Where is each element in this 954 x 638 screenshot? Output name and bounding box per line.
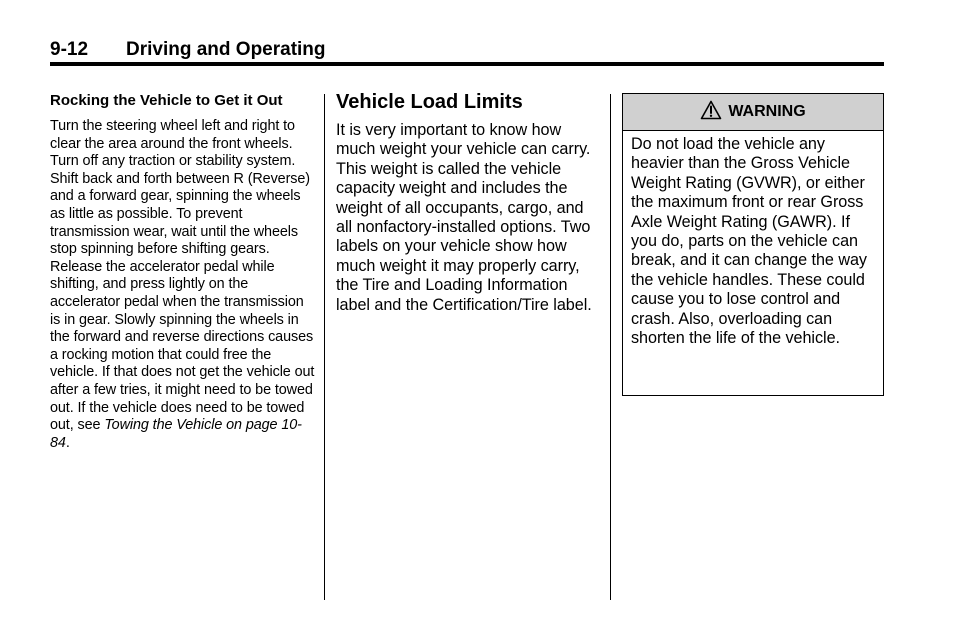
warning-box xyxy=(622,93,884,396)
load-limits-body: It is very important to know how much weight your vehicle can carry. This weight is called the vehicle capacity weight and includes the weight of all occupants, cargo, and all nonfactory-installed options. Two labels on your vehicle show how much weight it may properly carry, the Tire and Loading Information label and the Certification/Tire label. xyxy=(336,121,592,314)
warning-triangle-icon xyxy=(700,100,722,120)
rocking-end-punctuation: . xyxy=(65,434,70,451)
header-rule xyxy=(50,62,884,66)
warning-bar xyxy=(623,94,883,131)
rocking-subheading: Rocking the Vehicle to Get it Out xyxy=(50,92,283,109)
section-title: Driving and Operating xyxy=(126,39,326,60)
page-number: 9-12 xyxy=(50,39,89,60)
warning-label: WARNING xyxy=(728,103,806,120)
warning-body: Do not load the vehicle any heavier than the Gross Vehicle Weight Rating (GVWR), or either the maximum front or rear Gross Axle Weight Rating (GAWR). If you do, parts on the vehicle can break, and it can change the way the vehicle handles. These could cause you to lose control and crash. Also, overloading can shorten the life of the vehicle. xyxy=(631,135,867,348)
page-header xyxy=(50,38,884,62)
rocking-section xyxy=(50,92,316,452)
column-divider-left xyxy=(324,94,325,600)
rocking-body-text: Turn the steering wheel left and right to clear the area around the front wheels. Turn off any traction or stability system. Shift back and forth between R (Reverse) and a forward gear, spinning the wheels as little as possible. To prevent transmission wear, wait until the wheels stop spinning before shifting gears. Release the accelerator pedal while shifting, and press lightly on the accelerator pedal when the transmission is in gear. Slowly spinning the wheels in the forward and reverse directions causes a rocking motion that could free the vehicle. If that does not get the vehicle out after a few tries, it might need to be towed out. If the vehicle does need to be towed out, see xyxy=(50,118,315,434)
load-limits-section xyxy=(336,90,598,315)
load-limits-heading: Vehicle Load Limits xyxy=(336,91,523,113)
towing-cross-reference[interactable]: Towing the Vehicle on page 10-84 xyxy=(50,417,302,451)
rocking-body xyxy=(50,118,316,452)
column-divider-right xyxy=(610,94,611,600)
